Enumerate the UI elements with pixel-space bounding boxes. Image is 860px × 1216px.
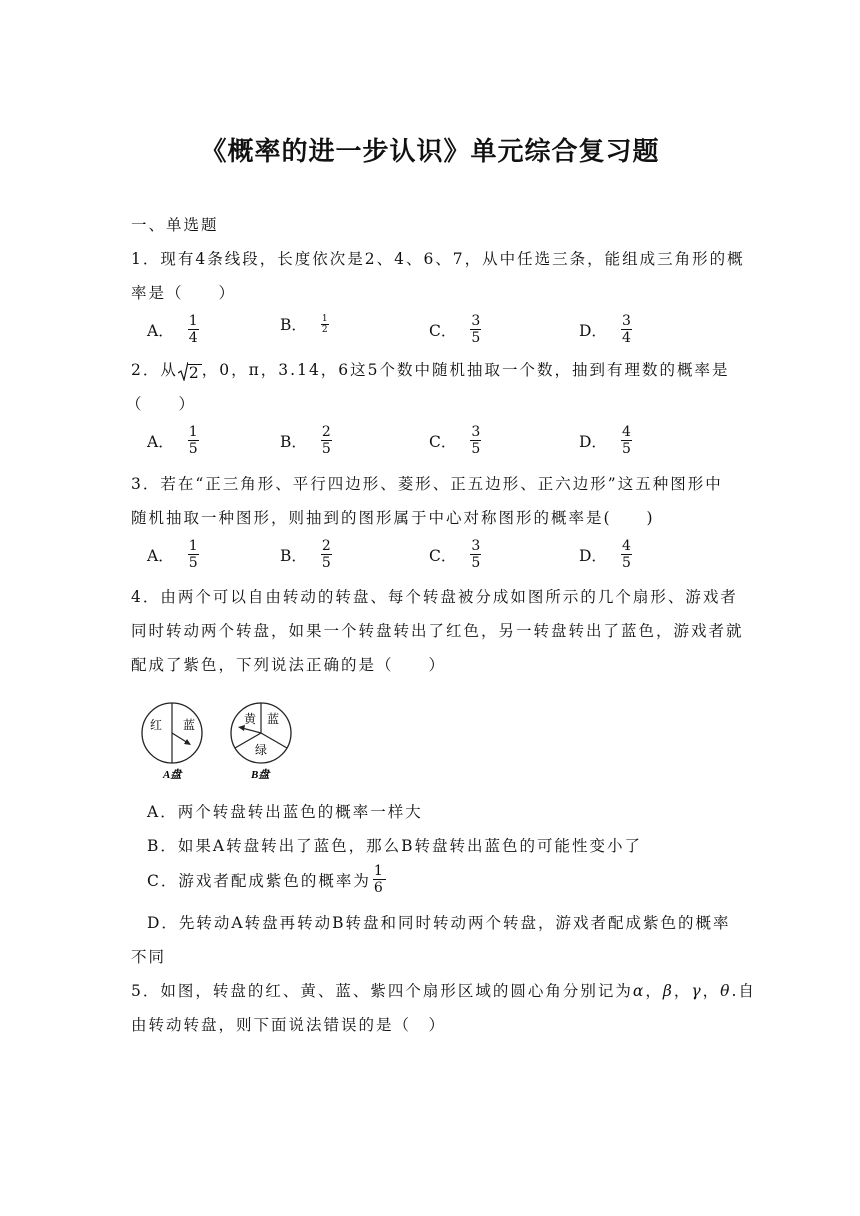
option-label: B． [280,432,307,451]
section-heading: 一、单选题 [131,216,219,234]
q4-text-line3: 配成了紫色，下列说法正确的是（ ） [131,656,447,674]
option-label: D． [579,432,607,451]
denominator: 5 [471,441,481,457]
spinner-a [142,703,202,781]
gamma-symbol: γ [691,982,703,1000]
fraction [321,314,329,335]
q3-option-c[interactable] [429,538,481,571]
q4-text-line2: 同时转动两个转盘，如果一个转盘转出了红色，另一转盘转出了蓝色，游戏者就 [131,622,744,640]
q4-option-d-line1[interactable]: D．先转动A转盘再转动B转盘和同时转动两个转盘，游戏者配成紫色的概率 [147,914,731,932]
q5-text-line1 [131,979,756,1001]
spinner-b-green-label: 绿 [255,743,268,757]
numerator: 3 [471,424,481,440]
q3-text-line2: 随机抽取一种图形，则抽到的图形属于中心对称图形的概率是( ) [131,509,655,527]
fraction [621,424,632,457]
numerator: 1 [373,863,385,879]
theta-symbol: θ [720,982,732,1000]
spinner-b [231,703,291,781]
q1-text-line2: 率是（ ） [131,284,237,302]
q2-option-d[interactable] [579,424,632,457]
spinner-b-blue-label: 蓝 [267,712,280,726]
q5-text-a: 5．如图，转盘的红、黄、蓝、紫四个扇形区域的圆心角分别记为 [131,982,633,1000]
option-label: C． [429,432,457,451]
option-label: D． [579,321,607,340]
q4-option-d-line2: 不同 [131,948,167,966]
sqrt-symbol [178,361,202,381]
numerator: 3 [471,538,481,554]
numerator: 4 [621,424,631,440]
fraction [188,313,199,346]
fraction [188,538,199,571]
numerator: 1 [188,313,198,329]
numerator: 1 [188,538,198,554]
q1-option-b[interactable] [280,313,329,335]
fraction [373,863,386,896]
numerator: 3 [621,313,631,329]
separator: ， [673,982,692,1000]
numerator: 1 [188,424,198,440]
denominator: 4 [188,330,198,346]
denominator: 5 [471,330,481,346]
fraction [470,538,481,571]
fraction [621,313,632,346]
denominator: 5 [621,441,631,457]
denominator: 2 [321,324,328,335]
q2-option-c[interactable] [429,424,481,457]
q3-options [147,538,667,578]
separator: ， [645,982,663,1000]
q2-option-b[interactable] [280,424,332,457]
denominator: 4 [621,330,631,346]
denominator: 6 [373,880,385,896]
q2-rest: ，0，π，3.14，6这5个数中随机抽取一个数，抽到有理数的概率是 [201,361,730,379]
spinner-b-yellow-label: 黄 [244,712,257,726]
q4-text-line1: 4．由两个可以自由转动的转盘、每个转盘被分成如图所示的几个扇形、游戏者 [131,588,738,606]
option-label: C． [429,546,457,565]
numerator: 2 [321,538,331,554]
numerator: 1 [321,313,328,324]
q1-options [147,313,667,353]
fraction [621,538,632,571]
q1-text-line1: 1．现有4条线段，长度依次是2、4、6、7，从中任选三条，能组成三角形的概 [131,250,745,268]
numerator: 4 [621,538,631,554]
numerator: 2 [321,424,331,440]
fraction [470,424,481,457]
separator: ， [702,982,721,1000]
option-label: A． [147,546,174,565]
option-label: A． [147,321,174,340]
q1-option-a[interactable] [147,313,199,346]
q3-option-d[interactable] [579,538,632,571]
q3-option-a[interactable] [147,538,199,571]
option-label: C． [429,321,457,340]
option-label: D． [579,546,607,565]
q3-option-b[interactable] [280,538,332,571]
q1-option-c[interactable] [429,313,481,346]
beta-symbol: β [662,982,674,1000]
spinner-a-blue-label: 蓝 [183,718,196,732]
spinner-a-caption: A盘 [163,769,182,781]
q4-option-c-text: C．游戏者配成紫色的概率为 [147,871,371,890]
q2-option-a[interactable] [147,424,199,457]
denominator: 5 [321,555,331,571]
option-label: B． [280,316,307,334]
fraction [321,538,332,571]
option-label: A． [147,432,174,451]
numerator: 3 [471,313,481,329]
q3-text-line1: 3．若在“正三角形、平行四边形、菱形、正五边形、正六边形”这五种图形中 [131,475,723,493]
fraction [321,424,332,457]
alpha-symbol: α [632,982,646,1000]
q2-prefix: 2．从 [131,361,178,379]
q4-option-a[interactable]: A．两个转盘转出蓝色的概率一样大 [147,803,423,821]
q5-text-line2: 由转动转盘，则下面说法错误的是（ ） [131,1016,447,1034]
fraction [470,313,481,346]
q4-option-c[interactable] [147,863,386,896]
spinner-a-red-label: 红 [150,718,163,732]
q2-text-line2: （ ） [126,395,197,413]
denominator: 5 [188,555,198,571]
page-title: 《概率的进一步认识》单元综合复习题 [200,137,660,167]
q5-text-b: .自 [731,982,756,1000]
spinner-figure [138,701,298,781]
q2-text-line1 [131,358,730,381]
denominator: 5 [321,441,331,457]
spinner-b-caption: B盘 [251,769,270,781]
denominator: 5 [471,555,481,571]
q2-options [147,424,667,464]
denominator: 5 [188,441,198,457]
q4-option-b[interactable]: B．如果A转盘转出了蓝色，那么B转盘转出蓝色的可能性变小了 [147,837,642,855]
q1-option-d[interactable] [579,313,632,346]
radicand: 2 [188,364,201,382]
fraction [188,424,199,457]
option-label: B． [280,546,307,565]
denominator: 5 [621,555,631,571]
